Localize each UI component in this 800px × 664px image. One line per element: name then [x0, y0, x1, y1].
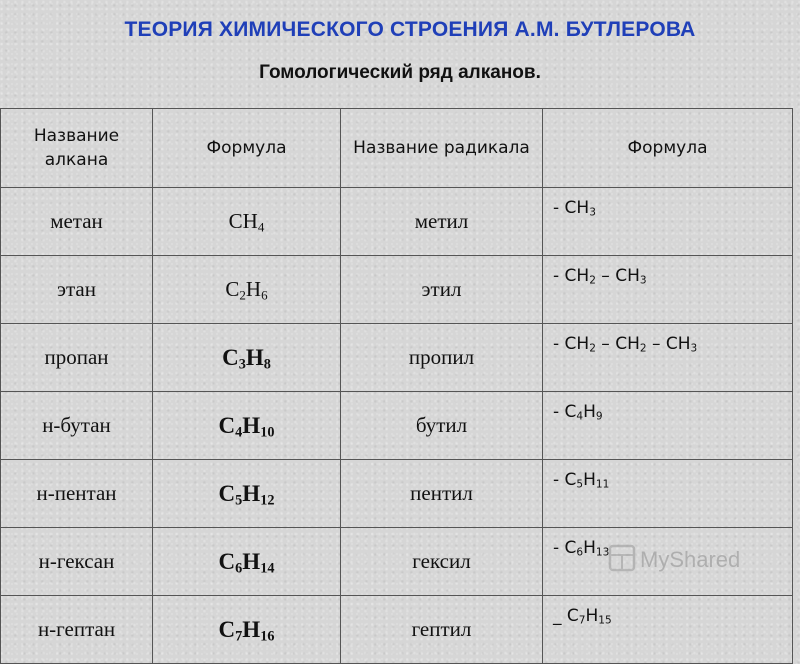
radical-formula: _ $C_7H_{15}$	[543, 596, 793, 664]
alkane-formula: $CH_4$	[153, 188, 341, 256]
header-radical-name: Название радикала	[341, 109, 543, 188]
alkane-formula: $C_4H_{10}$	[153, 392, 341, 460]
radical-name: гептил	[341, 596, 543, 664]
page-subtitle: Гомологический ряд алканов.	[259, 62, 541, 83]
alkane-formula: $C_5H_{12}$	[153, 460, 341, 528]
radical-formula: - $C_5H_{11}$	[543, 460, 793, 528]
watermark-logo	[608, 538, 758, 578]
watermark-text: MyShared	[640, 547, 741, 572]
header-alkane-name: Название алкана	[1, 109, 153, 188]
radical-name: бутил	[341, 392, 543, 460]
alkanes-table	[0, 108, 793, 664]
radical-formula: - $CH_3$	[543, 188, 793, 256]
table-header-row	[1, 109, 793, 188]
alkane-formula: $C_2H_6$	[153, 256, 341, 324]
alkane-name: метан	[1, 188, 153, 256]
header-radical-formula: Формула	[543, 109, 793, 188]
radical-formula: - $CH_2 - CH_2 - CH_3$	[543, 324, 793, 392]
radical-name: пропил	[341, 324, 543, 392]
table-row	[1, 596, 793, 664]
alkane-formula: $C_6H_{14}$	[153, 528, 341, 596]
alkane-name: н-гексан	[1, 528, 153, 596]
alkane-name: н-бутан	[1, 392, 153, 460]
page-title: ТЕОРИЯ ХИМИЧЕСКОГО СТРОЕНИЯ А.М. БУТЛЕРОВА	[124, 18, 696, 41]
radical-formula: - $CH_2 - CH_3$	[543, 256, 793, 324]
radical-name: пентил	[341, 460, 543, 528]
table-row	[1, 460, 793, 528]
table-row	[1, 324, 793, 392]
alkane-formula: $C_7H_{16}$	[153, 596, 341, 664]
alkane-name: н-пентан	[1, 460, 153, 528]
alkane-name: н-гептан	[1, 596, 153, 664]
radical-name: этил	[341, 256, 543, 324]
radical-formula: - $C_6H_{13}$	[543, 528, 793, 596]
table-row	[1, 188, 793, 256]
radical-name: гексил	[341, 528, 543, 596]
table-row	[1, 256, 793, 324]
alkane-name: пропан	[1, 324, 153, 392]
table-row	[1, 392, 793, 460]
alkane-name: этан	[1, 256, 153, 324]
alkane-formula: $C_3H_8$	[153, 324, 341, 392]
radical-formula: - $C_4H_9$	[543, 392, 793, 460]
radical-name: метил	[341, 188, 543, 256]
header-formula: Формула	[153, 109, 341, 188]
